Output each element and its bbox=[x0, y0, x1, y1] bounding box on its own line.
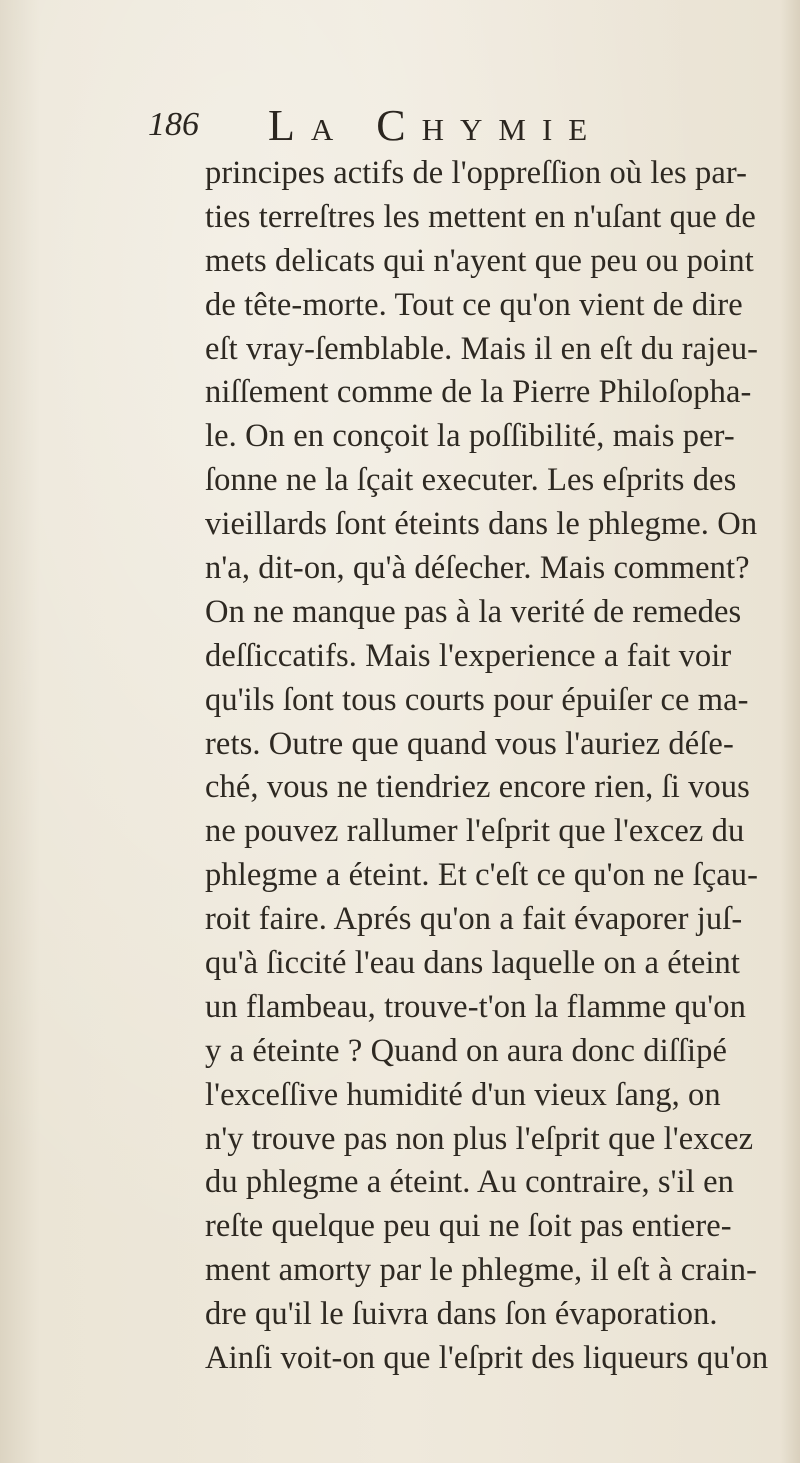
text-line: y a éteinte ? Quand on aura donc diſſipé bbox=[205, 1032, 728, 1069]
text-line: ne pouvez rallumer l'eſprit que l'excez du bbox=[205, 813, 745, 850]
text-line: ſonne ne la ſçait executer. Les eſprits des bbox=[205, 462, 737, 499]
text-line: le. On en conçoit la poſſibilité, mais per- bbox=[205, 418, 735, 455]
text-line: reſte quelque peu qui ne ſoit pas entiere- bbox=[205, 1208, 732, 1245]
text-line: principes actifs de l'oppreſſion où les par- bbox=[205, 155, 748, 191]
text-line: eſt vray-ſemblable. Mais il en eſt du rajeu- bbox=[205, 330, 759, 367]
text-line: n'a, dit-on, qu'à déſecher. Mais comment? bbox=[205, 550, 750, 587]
text-line: n'y trouve pas non plus l'eſprit que l'excez bbox=[205, 1120, 754, 1157]
text-line: ché, vous ne tiendriez encore rien, ſi vous bbox=[205, 769, 750, 806]
text-line: On ne manque pas à la verité de remedes bbox=[205, 593, 742, 630]
text-line: de tête-morte. Tout ce qu'on vient de dire bbox=[205, 286, 743, 323]
text-line: l'exceſſive humidité d'un vieux ſang, on bbox=[205, 1076, 721, 1113]
text-line: qu'ils ſont tous courts pour épuiſer ce ma- bbox=[205, 681, 749, 718]
running-title: La Chymie bbox=[268, 101, 604, 150]
text-line: deſſiccatifs. Mais l'experience a fait voir bbox=[205, 637, 732, 674]
text-line: vieillards ſont éteints dans le phlegme. On bbox=[205, 506, 758, 543]
page-number: 186 bbox=[148, 106, 199, 143]
text-line: phlegme a éteint. Et c'eſt ce qu'on ne ſçau- bbox=[205, 857, 759, 894]
body-text bbox=[205, 152, 790, 1377]
text-line: Ainſi voit-on que l'eſprit des liqueurs qu'on bbox=[205, 1340, 769, 1377]
text-line: un flambeau, trouve-t'on la flamme qu'on bbox=[205, 988, 746, 1025]
running-head bbox=[148, 100, 688, 150]
text-line: roit faire. Aprés qu'on a fait évaporer juſ- bbox=[205, 901, 743, 938]
text-line: ment amorty par le phlegme, il eſt à crain- bbox=[205, 1252, 758, 1289]
text-line: rets. Outre que quand vous l'auriez déſe- bbox=[205, 725, 734, 762]
text-line: qu'à ſiccité l'eau dans laquelle on a éteint bbox=[205, 945, 740, 982]
text-line: du phlegme a éteint. Au contraire, s'il en bbox=[205, 1164, 734, 1201]
text-line: niſſement comme de la Pierre Philoſopha- bbox=[205, 374, 752, 411]
text-line: ties terreſtres les mettent en n'uſant que de bbox=[205, 198, 756, 235]
text-line: mets delicats qui n'ayent que peu ou point bbox=[205, 242, 754, 279]
text-line: dre qu'il le ſuivra dans ſon évaporation. bbox=[205, 1296, 718, 1333]
